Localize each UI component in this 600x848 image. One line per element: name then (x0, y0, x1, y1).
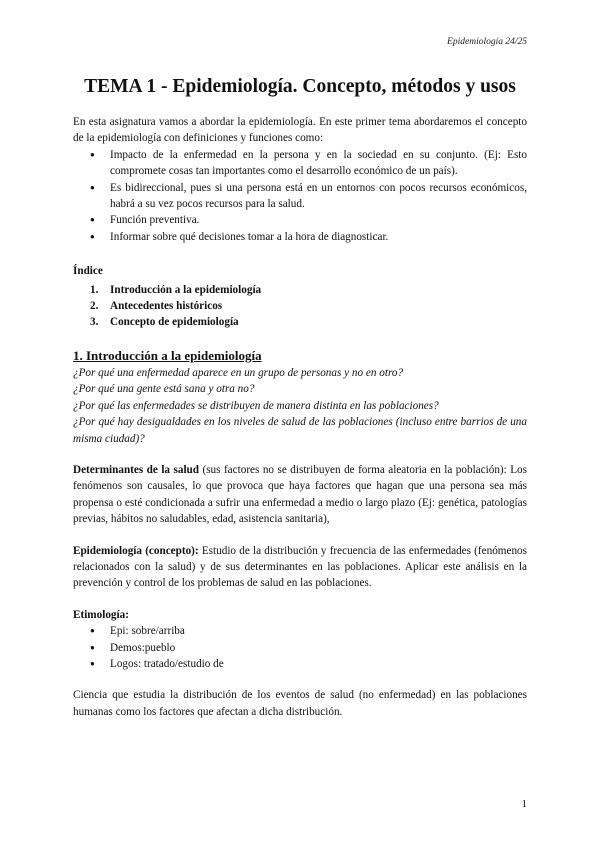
index-item-number: 1. (90, 283, 99, 296)
index-item (90, 298, 527, 314)
etimologia-heading: Etimología: (73, 608, 129, 621)
list-item: ● Epi: sobre/arriba (110, 623, 527, 639)
intro-paragraph: En esta asignatura vamos a abordar la epidemiología. En este primer tema abordaremos el concepto de la epidemiología con definiciones y funciones como: (73, 116, 527, 145)
index-item-number: 3. (90, 316, 99, 329)
epidemiologia-text: Estudio de la distribución y frecuencia de las enfermedades (fenómenos relacionados con la salud) y de sus determinantes en las poblaciones. Aplicar este análisis en la prevención y control de los problemas de salud en las poblaciones. (73, 544, 527, 590)
etimologia-list (73, 623, 527, 672)
index-item-label: Introducción a la epidemiología (110, 283, 262, 296)
running-header: Epidemiología 24/25 (447, 37, 527, 47)
question-line: ¿Por qué hay desigualdades en los niveles de salud de las poblaciones (incluso entre barrios de una misma ciudad)? (73, 416, 527, 445)
section-heading: 1. Introducción a la epidemiología (73, 347, 262, 363)
index-item (90, 314, 527, 330)
list-item: ● Impacto de la enfermedad en la persona y en la sociedad en su conjunto. (Ej: Esto compromete cosas tan importantes como el desarrollo económico de un país). (110, 147, 527, 180)
index-item-label: Antecedentes históricos (110, 300, 223, 313)
question-line: ¿Por qué una enfermedad aparece en un grupo de personas y no en otro? (73, 366, 404, 379)
index-heading: Índice (73, 265, 103, 278)
page-number: 1 (521, 798, 527, 810)
list-item: ● Logos: tratado/estudio de (110, 656, 527, 672)
list-item: ● Demos:pueblo (110, 640, 527, 656)
determinantes-term: Determinantes de la salud (73, 463, 199, 476)
closing-paragraph: Ciencia que estudia la distribución de los eventos de salud (no enfermedad) en las poblaciones humanas como los factores que afectan a dicha distribución. (73, 689, 527, 718)
epidemiologia-term: Epidemiología (concepto): (73, 544, 199, 557)
question-line: ¿Por qué las enfermedades se distribuyen de manera distinta en las poblaciones? (73, 399, 439, 412)
index-list (73, 282, 527, 331)
index-item-label: Concepto de epidemiología (110, 316, 239, 329)
question-line: ¿Por qué una gente está sana y otra no? (73, 383, 255, 396)
list-item: ● Es bidireccional, pues si una persona está en un entornos con pocos recursos económicos, habrá a su vez pocos recursos para la salud. (110, 180, 527, 213)
index-item (90, 282, 527, 298)
document-body (73, 114, 527, 720)
determinantes-text: (sus factores no se distribuyen de forma aleatoria en la población): Los fenómenos son causales, lo que provoca que haya factores que hagan que una persona sea más propensa o esté condicionada a sufrir una enfermedad a medio o largo plazo (Ej: genética, patologías previas, hábitos no saludables, edad, asistencia sanitaria), (73, 463, 527, 526)
list-item: ● Función preventiva. (110, 212, 527, 228)
document-title: TEMA 1 - Epidemiología. Concepto, métodos y usos (84, 76, 516, 97)
determinantes-paragraph (73, 462, 527, 528)
list-item: ● Informar sobre qué decisiones tomar a la hora de diagnosticar. (110, 229, 527, 245)
epidemiologia-paragraph (73, 543, 527, 592)
intro-bullet-list (73, 147, 527, 245)
index-item-number: 2. (90, 300, 99, 313)
